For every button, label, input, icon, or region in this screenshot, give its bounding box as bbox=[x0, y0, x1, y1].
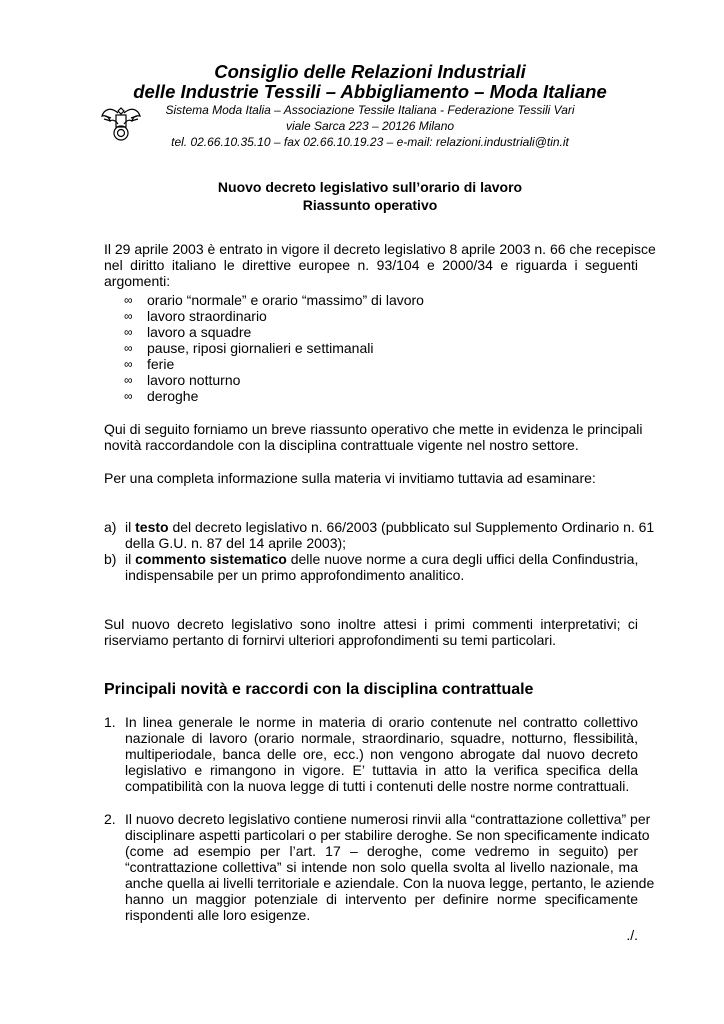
list-item-a bbox=[104, 519, 655, 551]
list-item-text: orario “normale” e orario “massimo” di lavoro bbox=[147, 292, 424, 308]
infinity-bullet-icon: ∞ bbox=[124, 357, 133, 371]
list-label: a) bbox=[104, 519, 117, 535]
text: del decreto legislativo n. 66/2003 (pubblicato sul Supplemento Ordinario n. 61 bbox=[168, 519, 655, 535]
text-line: nazionale di lavoro (orario normale, straordinario, squadre, notturno, flessibilità, bbox=[125, 730, 638, 746]
text: il bbox=[125, 551, 136, 567]
header-organizations: Sistema Moda Italia – Associazione Tessile Italiana - Federazione Tessili Vari bbox=[165, 103, 575, 117]
text-line: anche quella ai livelli territoriale e aziendale. Con la nuova legge, pertanto, le aziende bbox=[125, 875, 655, 891]
infinity-bullet-icon: ∞ bbox=[124, 373, 133, 387]
infinity-bullet-icon: ∞ bbox=[124, 309, 133, 323]
list-item bbox=[124, 372, 624, 388]
document-title: Nuovo decreto legislativo sull’orario di lavoro bbox=[217, 179, 523, 195]
text-line: In linea generale le norme in materia di orario contenute nel contratto collettivo bbox=[125, 714, 638, 730]
text-line: Il nuovo decreto legislativo contiene numerosi rinvii alla “contrattazione collettiva” per bbox=[125, 811, 651, 827]
list-item bbox=[124, 356, 624, 372]
text-line: rispondenti alle loro esigenze. bbox=[125, 907, 311, 923]
list-item bbox=[124, 324, 624, 340]
topics-list bbox=[124, 292, 624, 404]
text-line: compatibilità con la nuova legge di tutti i contenuti delle nostre norme contrattuali. bbox=[125, 778, 630, 794]
bold-text: commento sistematico bbox=[135, 551, 287, 567]
section-heading: Principali novità e raccordi con la disciplina contrattuale bbox=[104, 681, 534, 698]
text: il bbox=[125, 519, 136, 535]
list-label: 1. bbox=[104, 714, 116, 730]
continuation-mark: ./. bbox=[626, 927, 638, 943]
header-address: viale Sarca 223 – 20126 Milano bbox=[285, 119, 455, 133]
closing-paragraph bbox=[104, 616, 638, 648]
text-line: indispensabile per un primo approfondimento analitico. bbox=[125, 567, 465, 583]
text-line: della G.U. n. 87 del 14 aprile 2003); bbox=[125, 535, 347, 551]
text-line bbox=[125, 519, 655, 535]
list-item-text: lavoro a squadre bbox=[147, 324, 252, 340]
list-item bbox=[124, 308, 624, 324]
infinity-bullet-icon: ∞ bbox=[124, 341, 133, 355]
text-line bbox=[125, 551, 638, 567]
header-title-line1: Consiglio delle Relazioni Industriali bbox=[214, 61, 526, 82]
text-line: argomenti: bbox=[104, 273, 171, 289]
list-item-text: pause, riposi giornalieri e settimanali bbox=[147, 340, 374, 356]
list-item-text: lavoro straordinario bbox=[147, 308, 267, 324]
infinity-bullet-icon: ∞ bbox=[124, 293, 133, 307]
text-line: hanno un maggior potenziale di intervento per definire norme specificamente bbox=[125, 891, 638, 907]
text-line: nel diritto italiano le direttive europee n. 93/104 e 2000/34 e riguarda i seguenti bbox=[104, 257, 638, 273]
list-label: 2. bbox=[104, 811, 116, 827]
summary-paragraph bbox=[104, 421, 643, 453]
text-line: Il 29 aprile 2003 è entrato in vigore il decreto legislativo 8 aprile 2003 n. 66 che recepisce bbox=[104, 241, 656, 257]
bold-text: testo bbox=[135, 519, 169, 535]
header-contacts: tel. 02.66.10.35.10 – fax 02.66.10.19.23 – e-mail: relazioni.industriali@tin.it bbox=[171, 135, 569, 149]
list-label: b) bbox=[104, 551, 117, 567]
text-line: disciplinare aspetti particolari o per stabilire deroghe. Se non specificamente indicato bbox=[125, 827, 650, 843]
numbered-item-2 bbox=[104, 811, 655, 923]
list-item-text: ferie bbox=[147, 356, 175, 372]
text-line: “contrattazione collettiva” si intende non solo quella svolta al livello nazionale, ma bbox=[125, 859, 638, 875]
eagle-gear-logo-icon bbox=[100, 104, 142, 142]
header-title-line2: delle Industrie Tessili – Abbigliamento – Moda Italiane bbox=[133, 81, 607, 102]
infinity-bullet-icon: ∞ bbox=[124, 389, 133, 403]
list-item-text: deroghe bbox=[147, 388, 199, 404]
list-item-text: lavoro notturno bbox=[147, 372, 241, 388]
numbered-item-1 bbox=[104, 714, 638, 794]
text-line: novità raccordandole con la disciplina contrattuale vigente nel nostro settore. bbox=[104, 437, 579, 453]
text-line: Sul nuovo decreto legislativo sono inoltre attesi i primi commenti interpretativi; ci bbox=[104, 616, 638, 632]
reference-list bbox=[104, 519, 655, 583]
text-line: Qui di seguito forniamo un breve riassunto operativo che mette in evidenza le principali bbox=[104, 421, 643, 437]
list-item-b bbox=[104, 551, 638, 583]
text-line: (come ad esempio per l’art. 17 – deroghe, come vedremo in seguito) per bbox=[125, 843, 638, 859]
text-line: multiperiodale, banca delle ore, ecc.) non vengono abrogate dal nuovo decreto bbox=[125, 746, 638, 762]
list-item bbox=[124, 292, 624, 308]
intro-paragraph bbox=[104, 241, 656, 289]
text-line: riserviamo pertanto di fornirvi ulteriori approfondimenti su temi particolari. bbox=[104, 632, 557, 648]
text: delle nuove norme a cura degli uffici della Confindustria, bbox=[286, 551, 639, 567]
infinity-bullet-icon: ∞ bbox=[124, 325, 133, 339]
invitation-paragraph: Per una completa informazione sulla materia vi invitiamo tuttavia ad esaminare: bbox=[104, 470, 596, 486]
text-line: legislativo e rimangono in vigore. E’ tuttavia in atto la verifica specifica della bbox=[125, 762, 638, 778]
document-subtitle: Riassunto operativo bbox=[302, 197, 438, 213]
list-item bbox=[124, 340, 624, 356]
list-item bbox=[124, 388, 624, 404]
